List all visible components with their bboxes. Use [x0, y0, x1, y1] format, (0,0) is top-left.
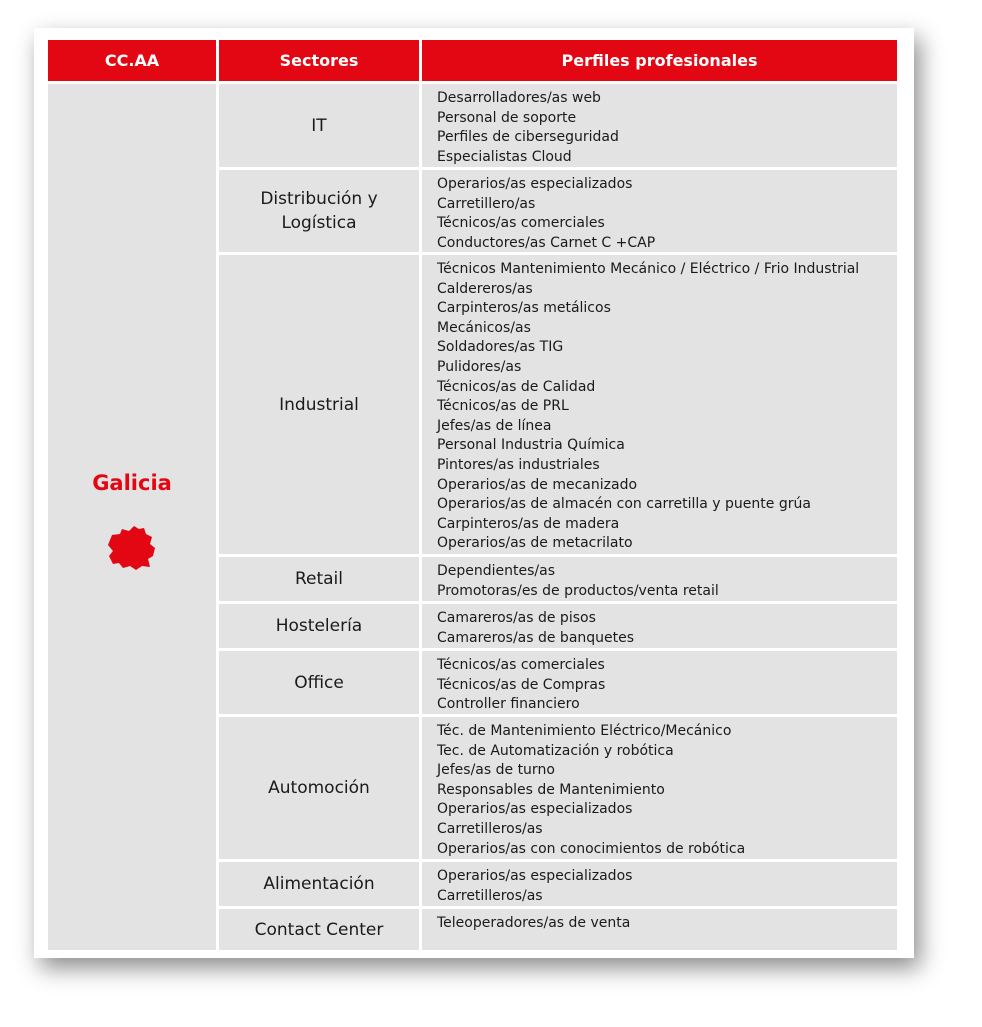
profile-item: Jefes/as de línea	[437, 417, 552, 434]
sectors-profiles-table	[34, 28, 914, 958]
profile-item: Personal Industria Química	[437, 437, 625, 454]
profiles-cell	[422, 557, 897, 601]
profile-item: Carpinteros/as de madera	[437, 515, 620, 532]
profiles-cell	[422, 170, 897, 252]
profile-item: Carretillero/as	[437, 195, 536, 212]
profile-item: Carpinteros/as metálicos	[437, 300, 611, 317]
profile-item: Operarios/as de metacrilato	[437, 535, 633, 552]
profiles-cell	[422, 862, 897, 906]
profile-item: Técnicos/as comerciales	[437, 657, 605, 673]
profile-item: Técnicos/as de Calidad	[437, 378, 596, 395]
sector-label: Retail	[294, 569, 344, 589]
profile-item: Controller financiero	[437, 696, 580, 713]
sector-label: Office	[294, 672, 344, 693]
sector-cell	[219, 255, 419, 554]
region-name: Galicia	[92, 471, 172, 495]
galicia-map-icon	[106, 525, 158, 571]
profile-item: Teleoperadores/as de venta	[437, 915, 631, 931]
sector-label: IT	[311, 115, 327, 136]
profile-item: Dependientes/as	[437, 563, 556, 579]
sector-label: Contact Center	[254, 919, 384, 940]
sector-label: Automoción	[268, 778, 370, 798]
profile-item: Carretilleros/as	[437, 887, 543, 904]
profile-item: Técnicos/as de Compras	[437, 676, 606, 693]
profile-item: Jefes/as de turno	[437, 762, 555, 779]
sector-cell	[219, 651, 419, 714]
profile-item: Pulidores/as	[437, 358, 522, 375]
profile-item: Operarios/as especializados	[437, 801, 633, 818]
profile-item: Soldadores/as TIG	[437, 339, 564, 356]
profile-item: Responsables de Mantenimiento	[437, 781, 665, 798]
profile-item: Perfiles de ciberseguridad	[437, 129, 619, 146]
profile-item: Tec. de Automatización y robótica	[437, 742, 674, 759]
header-ccaa: CC.AA	[48, 40, 216, 81]
profiles-cell	[422, 651, 897, 714]
sector-cell	[219, 604, 419, 648]
profile-item: Mecánicos/as	[437, 319, 531, 336]
profile-item: Téc. de Mantenimiento Eléctrico/Mecánico	[437, 723, 732, 739]
sector-cell	[219, 557, 419, 601]
sector-label: Distribución y	[260, 189, 378, 209]
profiles-cell	[422, 717, 897, 859]
profiles-cell	[422, 255, 897, 554]
profile-item: Operarios/as de almacén con carretilla y puente grúa	[437, 496, 811, 513]
profile-item: Conductores/as Carnet C +CAP	[437, 234, 656, 251]
sector-label: Industrial	[279, 394, 359, 415]
profile-item: Carretilleros/as	[437, 820, 543, 837]
sector-cell	[219, 717, 419, 859]
sector-label: Alimentación	[263, 874, 375, 894]
profile-item: Pintores/as industriales	[437, 456, 600, 473]
profile-item: Camareros/as de pisos	[437, 610, 596, 626]
profile-item: Técnicos/as de PRL	[437, 398, 569, 415]
header-sectores: Sectores	[219, 40, 419, 81]
profiles-cell	[422, 84, 897, 167]
header-perfiles: Perfiles profesionales	[422, 40, 897, 81]
profile-item: Operarios/as especializados	[437, 868, 633, 884]
sector-cell	[219, 862, 419, 906]
profile-item: Operarios/as especializados	[437, 176, 633, 192]
sector-cell	[219, 170, 419, 252]
profile-item: Caldereros/as	[437, 280, 533, 297]
sector-cell	[219, 909, 419, 950]
profile-item: Operarios/as con conocimientos de robótica	[437, 840, 746, 857]
profile-item: Desarrolladores/as web	[437, 90, 601, 106]
profile-item: Especialistas Cloud	[437, 148, 572, 165]
profile-item: Personal de soporte	[437, 109, 577, 126]
sector-label: Hostelería	[275, 616, 363, 636]
region-cell	[48, 84, 216, 950]
profile-item: Camareros/as de banquetes	[437, 629, 635, 646]
profiles-cell	[422, 604, 897, 648]
sector-cell	[219, 84, 419, 167]
sector-label: Logística	[281, 213, 357, 233]
profile-item: Promotoras/es de productos/venta retail	[437, 582, 719, 599]
profiles-cell	[422, 909, 897, 950]
profile-item: Operarios/as de mecanizado	[437, 476, 638, 493]
profile-item: Técnicos/as comerciales	[437, 215, 605, 232]
profile-item: Técnicos Mantenimiento Mecánico / Eléctrico / Frio Industrial	[437, 261, 860, 277]
